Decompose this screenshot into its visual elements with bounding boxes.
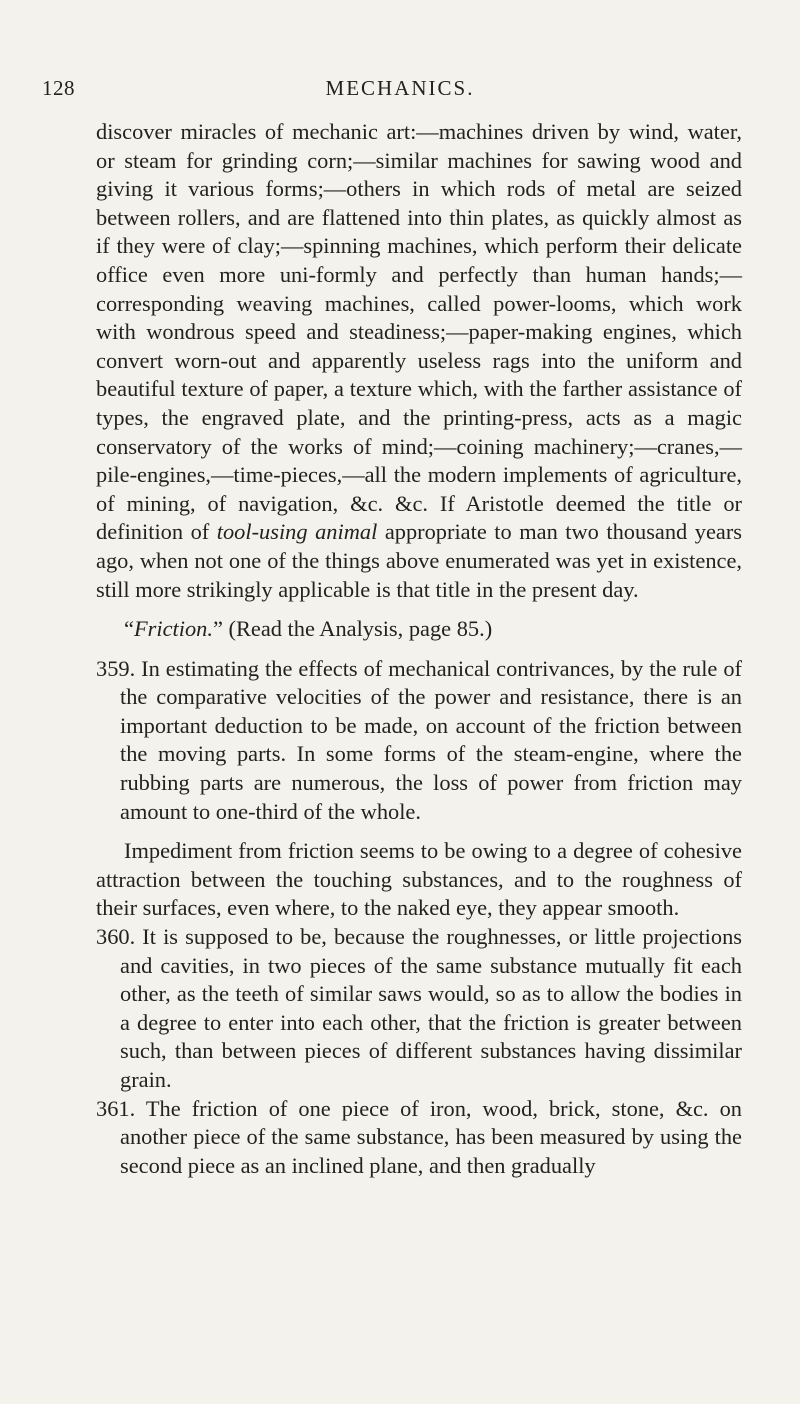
paragraph-359: 359. In estimating the effects of mechanical contrivances, by the rule of the comparative velocities of the power and resistance, there is an important deduction to be made, on account of the friction between the moving parts. In some forms of the steam-engine, where the rubbing parts are numerous, the loss of power from friction may amount to one-third of the whole.	[96, 655, 742, 824]
section-title: Friction.	[133, 616, 213, 642]
page-number: 128	[42, 76, 75, 100]
paragraph-opening	[96, 118, 742, 604]
paragraph-impediment: Impediment from friction seems to be owing to a degree of cohesive attraction between the touching substances, and to the roughness of their surfaces, even where, to the naked eye, they appear smooth.	[96, 838, 742, 921]
paragraph-360: 360. It is supposed to be, because the roughnesses, or little projections and cavities, in two pieces of the same substance mutually fit each other, as the teeth of similar saws would, so as to allow the bodies in a degree to enter into each other, that the friction is greater between such, than between pieces of different substances having dissimilar grain.	[96, 924, 742, 1092]
italic-term: tool-using animal	[216, 519, 378, 545]
paragraph-361: 361. The friction of one piece of iron, wood, brick, stone, &c. on another piece of the same substance, has been measured by using the second piece as an inclined plane, and then gradually	[96, 1095, 742, 1178]
section-reference	[96, 615, 742, 644]
spacer	[96, 644, 742, 655]
open-quote: “	[124, 616, 134, 642]
reference-note: (Read the Analysis, page 85.)	[228, 616, 493, 642]
body-text	[96, 118, 742, 1180]
spacer	[96, 826, 742, 837]
running-head: MECHANICS.	[325, 76, 475, 100]
spacer	[96, 604, 742, 615]
paragraph-text: appropriate to man two thousand years ago, when not one of the things above enumerated was yet in existence, still more strikingly applicable is that title in the present day.	[96, 519, 742, 602]
page-header	[0, 76, 800, 106]
paragraph-text: discover miracles of mechanic art:—machines driven by wind, water, or steam for grinding corn;—similar machines for sawing wood and giving it various forms;—others in which rods of metal are seized between rollers, and are flattened into thin plates, as quickly almost as if they were of clay;—spinning machines, which perform their delicate office even more uni-formly and perfectly than human hands;—corresponding weaving machines, called power-looms, which work with wondrous speed and steadiness;—paper-making engines, which convert worn-out and apparently useless rags into the uniform and beautiful texture of paper, a texture which, with the farther assistance of types, the engraved plate, and the printing-press, acts as a magic conservatory of the works of mind;—coining machinery;—cranes,—pile-engines,—time-pieces,—all the modern implements of agriculture, of mining, of navigation, &c. &c. If Aristotle deemed the title or definition of	[96, 119, 742, 545]
close-quote: ”	[212, 616, 223, 642]
